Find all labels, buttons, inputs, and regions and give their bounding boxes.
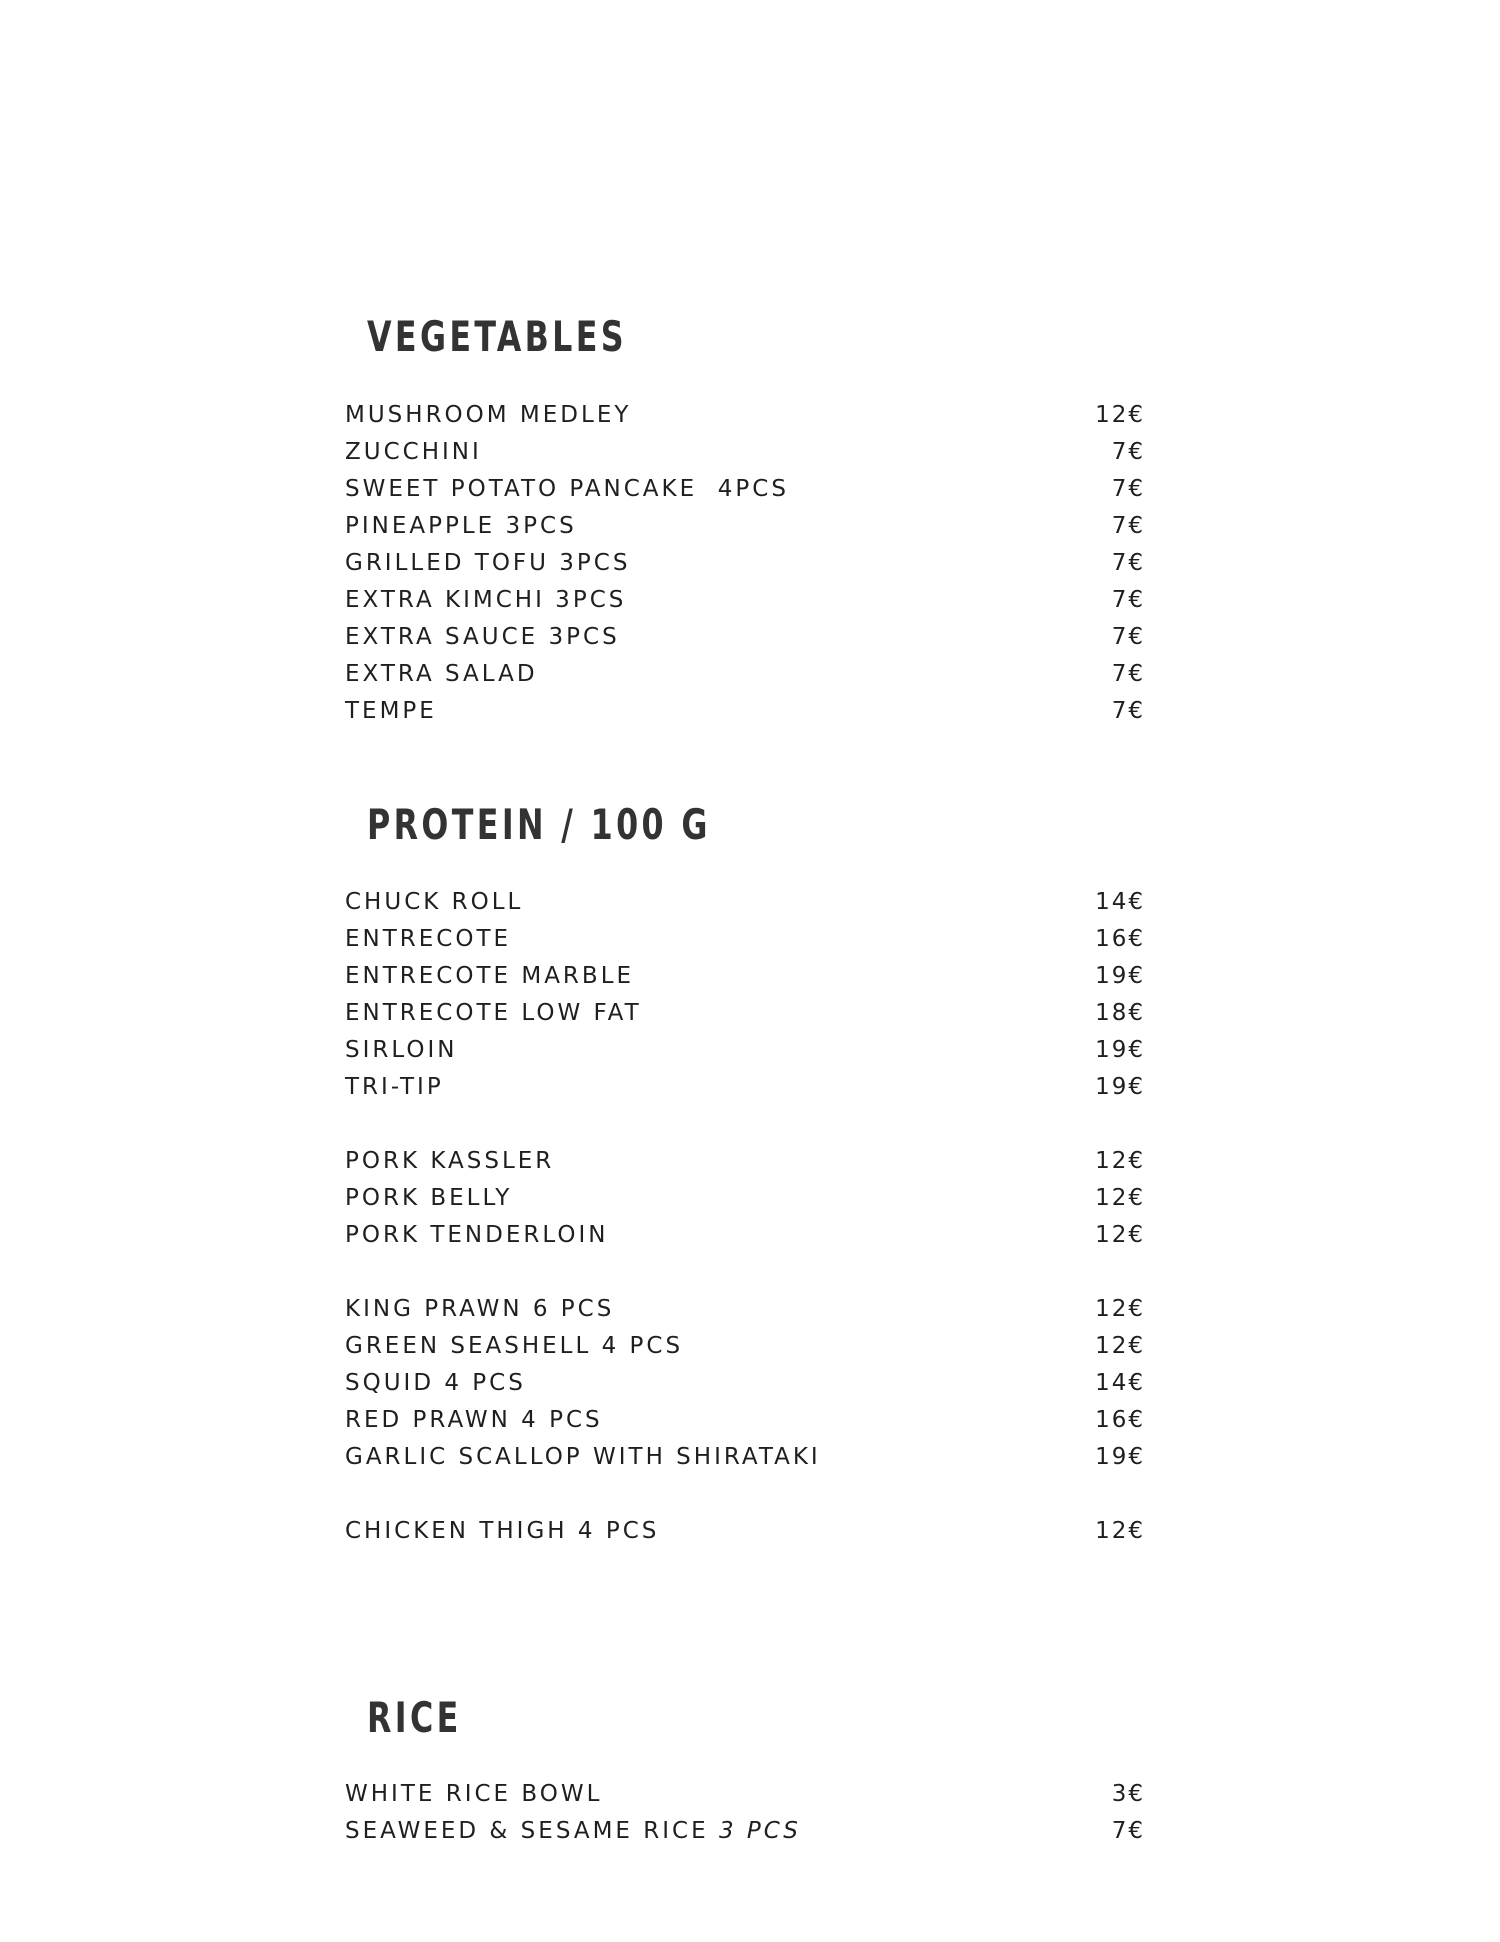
menu-item-name: RED PRAWN 4 PCS: [345, 1407, 603, 1433]
menu-item-price: 7€: [1111, 439, 1145, 465]
menu-item: [345, 1291, 1145, 1328]
menu-item-price: 14€: [1095, 889, 1145, 915]
menu-item-name: TRI-TIP: [345, 1074, 444, 1100]
menu-item-price: 12€: [1095, 1333, 1145, 1359]
menu-item: [345, 1513, 1145, 1550]
menu-item-name: SQUID 4 PCS: [345, 1370, 526, 1396]
menu-item: [345, 471, 1145, 508]
menu-item: [345, 921, 1145, 958]
menu-item: [345, 508, 1145, 545]
menu-item-price: 12€: [1095, 1185, 1145, 1211]
menu-item-price: 12€: [1095, 1148, 1145, 1174]
menu-item-name: SIRLOIN: [345, 1037, 458, 1063]
menu-item-price: 7€: [1111, 513, 1145, 539]
menu-item-price: 7€: [1111, 587, 1145, 613]
menu-item-price: 16€: [1095, 926, 1145, 952]
menu-item-name: CHUCK ROLL: [345, 889, 524, 915]
menu-item: [345, 693, 1145, 730]
menu-item-price: 19€: [1095, 963, 1145, 989]
menu-item-price: 7€: [1111, 698, 1145, 724]
menu-item: [345, 1069, 1145, 1106]
menu-item-name: PORK TENDERLOIN: [345, 1222, 609, 1248]
menu-item: [345, 1365, 1145, 1402]
menu-item-name: KING PRAWN 6 PCS: [345, 1296, 615, 1322]
menu-item-price: 12€: [1095, 1518, 1145, 1544]
menu-item: [345, 884, 1145, 921]
menu-item-price: 7€: [1111, 1818, 1145, 1844]
section-title-protein: PROTEIN / 100 G: [367, 800, 711, 849]
menu-item-price: 12€: [1095, 1296, 1145, 1322]
menu-item-name: EXTRA KIMCHI 3PCS: [345, 587, 627, 613]
menu-item-name: ZUCCHINI: [345, 439, 482, 465]
section-title-rice: RICE: [367, 1693, 462, 1742]
menu-item-price: 19€: [1095, 1444, 1145, 1470]
menu-item-price: 12€: [1095, 402, 1145, 428]
menu-item-price: 3€: [1111, 1781, 1145, 1807]
menu-item-name: GREEN SEASHELL 4 PCS: [345, 1333, 684, 1359]
menu-item: [345, 1402, 1145, 1439]
menu-item-price: 7€: [1111, 624, 1145, 650]
menu-item-price: 7€: [1111, 661, 1145, 687]
menu-item-price: 14€: [1095, 1370, 1145, 1396]
menu-item-note: 3 PCS: [718, 1818, 801, 1844]
menu-item-name: PORK KASSLER: [345, 1148, 555, 1174]
menu-item: [345, 656, 1145, 693]
menu-item-name: PORK BELLY: [345, 1185, 513, 1211]
menu-item-price: 7€: [1111, 550, 1145, 576]
menu-item: [345, 434, 1145, 471]
menu-item: [345, 582, 1145, 619]
menu-item: [345, 995, 1145, 1032]
menu-item: [345, 1180, 1145, 1217]
menu-item-price: 16€: [1095, 1407, 1145, 1433]
menu-item: [345, 1143, 1145, 1180]
section-title-vegetables: VEGETABLES: [367, 312, 628, 361]
menu-item-name: PINEAPPLE 3PCS: [345, 513, 577, 539]
menu-item-name: WHITE RICE BOWL: [345, 1781, 603, 1807]
menu-item-name: ENTRECOTE LOW FAT: [345, 1000, 642, 1026]
menu-item: [345, 1328, 1145, 1365]
menu-item: [345, 1217, 1145, 1254]
menu-item-price: 19€: [1095, 1074, 1145, 1100]
menu-item-price: 12€: [1095, 1222, 1145, 1248]
menu-item-name: SWEET POTATO PANCAKE 4PCS: [345, 476, 789, 502]
menu-item-price: 7€: [1111, 476, 1145, 502]
menu-item: [345, 397, 1145, 434]
menu-item-price: 18€: [1095, 1000, 1145, 1026]
menu-item: [345, 545, 1145, 582]
menu-item-name: [345, 1813, 801, 1850]
menu-item-name: CHICKEN THIGH 4 PCS: [345, 1518, 660, 1544]
menu-item: [345, 958, 1145, 995]
menu-item: [345, 1439, 1145, 1476]
menu-item-name: GARLIC SCALLOP WITH SHIRATAKI: [345, 1444, 821, 1470]
menu-item-name: EXTRA SAUCE 3PCS: [345, 624, 620, 650]
menu-item: [345, 619, 1145, 656]
menu-item-name: MUSHROOM MEDLEY: [345, 402, 632, 428]
menu-item-name: ENTRECOTE MARBLE: [345, 963, 635, 989]
menu-item-name-text: SEAWEED & SESAME RICE: [345, 1818, 719, 1844]
menu-item-price: 19€: [1095, 1037, 1145, 1063]
menu-item: [345, 1032, 1145, 1069]
menu-item: [345, 1776, 1145, 1813]
menu-item-name: ENTRECOTE: [345, 926, 512, 952]
menu-item: [345, 1813, 1145, 1850]
menu-item-name: GRILLED TOFU 3PCS: [345, 550, 631, 576]
menu-item-name: TEMPE: [345, 698, 437, 724]
menu-item-name: EXTRA SALAD: [345, 661, 538, 687]
